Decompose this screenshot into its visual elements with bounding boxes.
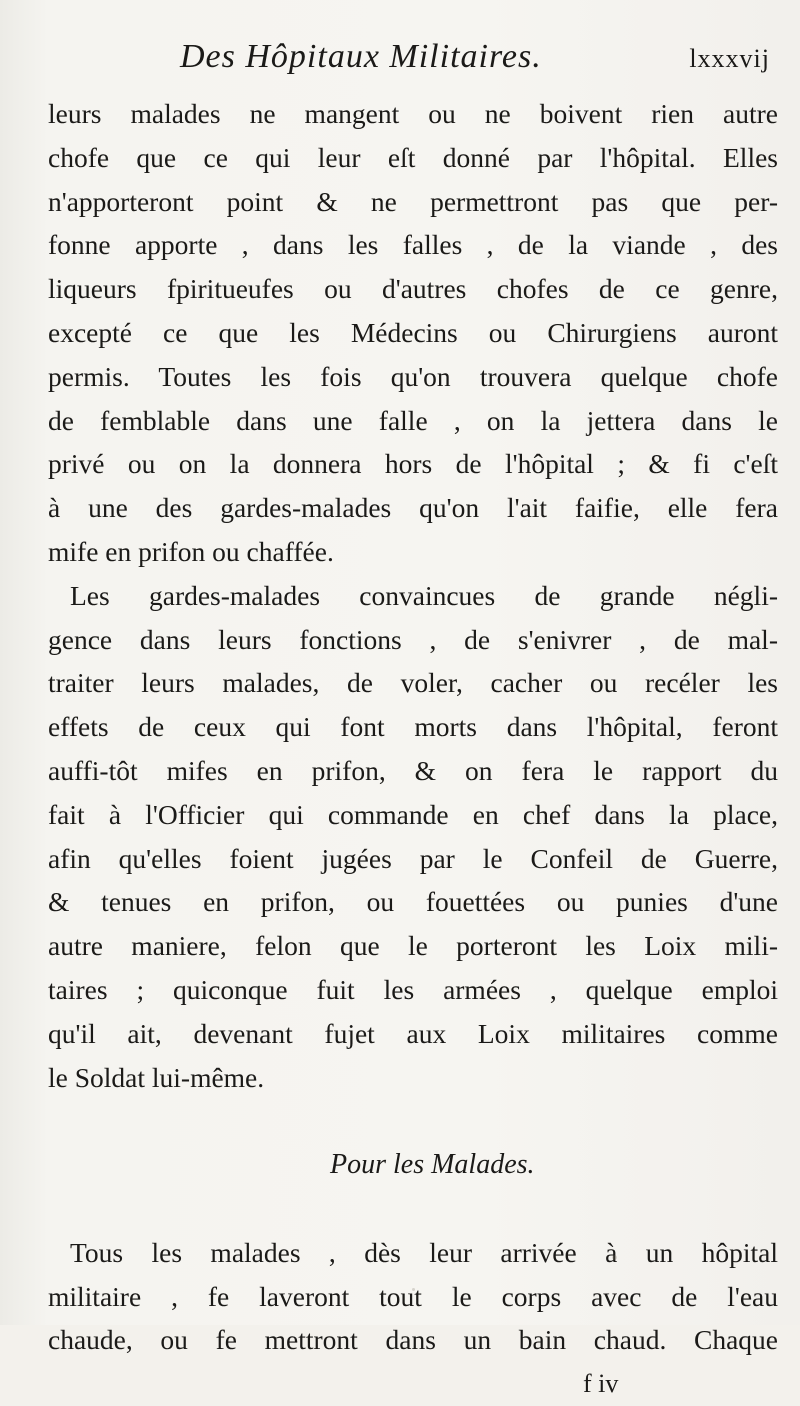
text-line: Tous les malades , dès leur arrivée à un hôpital [70,1236,778,1268]
page-header [180,38,770,88]
text-line: afin qu'elles foient jugées par le Confeil de Guerre, [48,842,778,874]
text-line: Les gardes-malades convaincues de grande négli- [70,579,778,611]
text-line: le Soldat lui-même. [48,1061,265,1093]
text-line: n'apporteront point & ne permettront pas que per- [48,185,778,217]
text-line: taires ; quiconque fuit les armées , quelque emploi [48,973,778,1005]
text-line: gence dans leurs fonctions , de s'enivrer , de mal- [48,623,778,655]
text-line: qu'il ait, devenant fujet aux Loix militaires comme [48,1017,778,1049]
text-line: chaude, ou fe mettront dans un bain chaud. Chaque [48,1324,778,1356]
paragraph-3 [48,1231,778,1362]
text-line: excepté ce que les Médecins ou Chirurgiens auront [48,316,778,348]
text-line: privé ou on la donnera hors de l'hôpital ; & fi c'eſt [48,448,778,480]
text-line: à une des gardes-malades qu'on l'ait faifie, elle fera [48,492,778,524]
text-line: fait à l'Officier qui commande en chef dans la place, [48,798,778,830]
paragraph-1 [48,92,778,574]
page-number: lxxxvij [689,44,770,73]
text-line: liqueurs fpiritueufes ou d'autres chofes de ce genre, [48,273,778,305]
paper-spot [612,1255,617,1260]
text-line: auffi-tôt mifes en prifon, & on fera le rapport du [48,754,778,786]
text-line: autre maniere, felon que le porteront les Loix mili- [48,930,778,962]
text-line: permis. Toutes les fois qu'on trouvera quelque chofe [48,360,778,392]
text-line: traiter leurs malades, de voler, cacher ou recéler les [48,667,778,699]
paper-spot [412,1288,415,1291]
text-line: effets de ceux qui font morts dans l'hôpital, feront [48,711,778,743]
text-line: chofe que ce qui leur eſt donné par l'hôpital. Elles [48,141,778,173]
paragraph-2 [48,574,778,1100]
text-line: militaire , fe laveront tout le corps avec de l'eau [48,1280,778,1312]
text-line: mife en prifon ou chaffée. [48,535,334,567]
text-line: leurs malades ne mangent ou ne boivent rien autre [48,98,778,129]
section-heading: Pour les Malades. [330,1149,535,1181]
text-line: & tenues en prifon, ou fouettées ou punies d'une [48,886,778,918]
text-line: fonne apporte , dans les falles , de la viande , des [48,229,778,261]
body-text [48,92,778,1402]
text-line: de femblable dans une falle , on la jettera dans le [48,404,778,436]
signature-mark: f iv [583,1369,619,1399]
running-title: Des Hôpitaux Militaires. [180,38,542,75]
